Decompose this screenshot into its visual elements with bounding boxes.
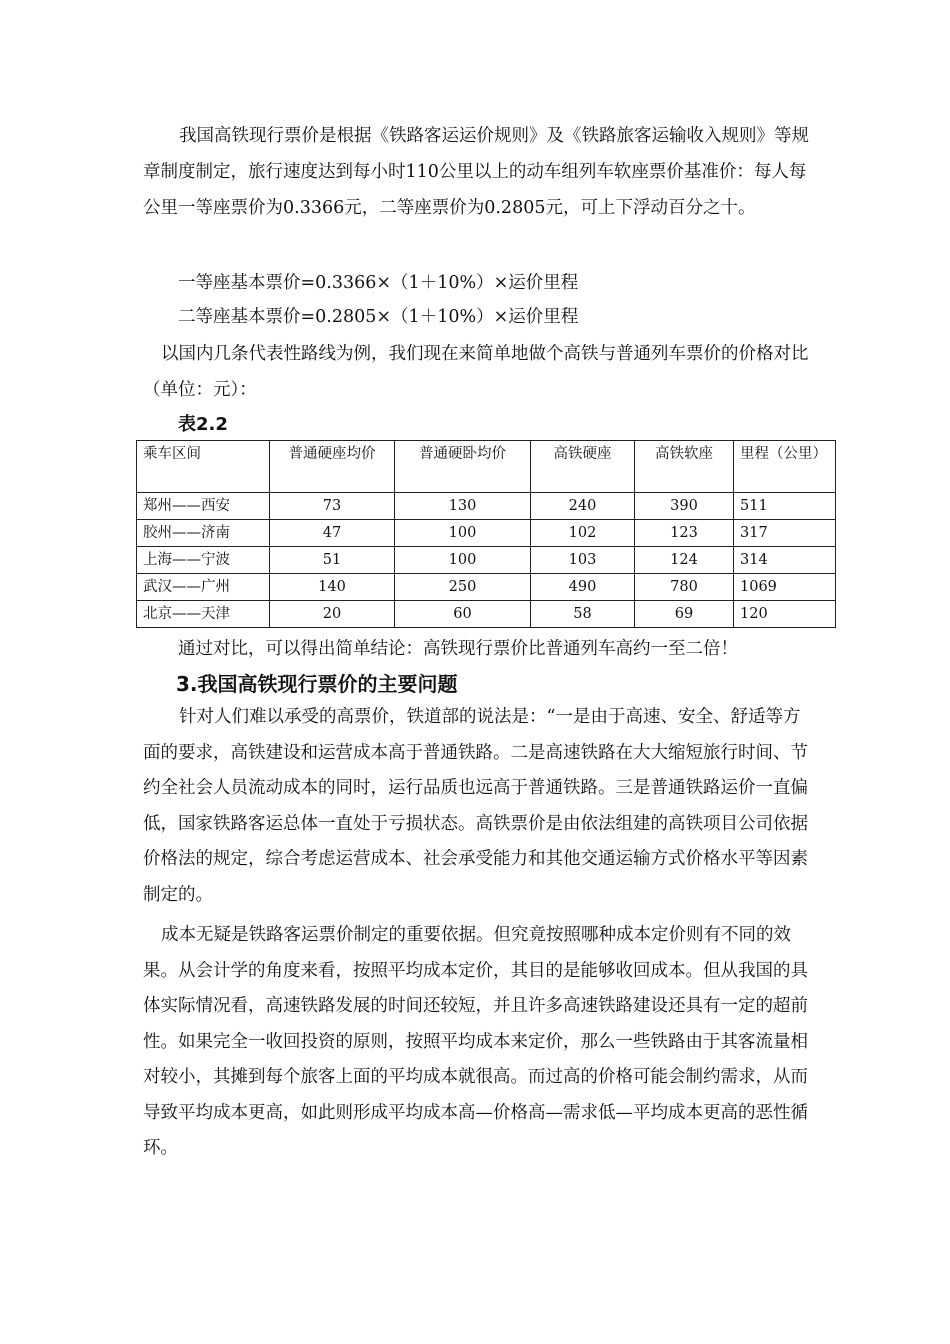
fare-comparison-table — [136, 440, 836, 628]
section-heading: 3.我国高铁现行票价的主要问题 — [176, 672, 458, 696]
cell-value: 58 — [531, 601, 635, 628]
formula-first-class: 一等座基本票价=0.3366×（1＋10%）×运价里程 — [178, 273, 579, 293]
cell-value: 73 — [270, 493, 395, 520]
table-row — [137, 547, 836, 574]
cell-value: 102 — [531, 520, 635, 547]
cell-value: 490 — [531, 574, 635, 601]
cell-value: 100 — [395, 520, 531, 547]
comparison-intro: 以国内几条代表性路线为例，我们现在来简单地做个高铁与普通列车票价的价格对比（单位：元）： — [143, 344, 809, 400]
cell-value: 51 — [270, 547, 395, 574]
header-distance: 里程（公里） — [734, 441, 836, 493]
cell-value: 240 — [531, 493, 635, 520]
cell-value: 140 — [270, 574, 395, 601]
header-route: 乘车区间 — [137, 441, 270, 493]
table-caption: 表2.2 — [178, 414, 228, 435]
cell-value: 103 — [531, 547, 635, 574]
cell-value: 250 — [395, 574, 531, 601]
table-row — [137, 493, 836, 520]
table-header-row — [137, 441, 836, 493]
cell-value: 390 — [635, 493, 734, 520]
table-row — [137, 601, 836, 628]
cell-value: 60 — [395, 601, 531, 628]
header-regular-sleeper: 普通硬卧均价 — [395, 441, 531, 493]
header-regular-seat: 普通硬座均价 — [270, 441, 395, 493]
cell-distance: 511 — [734, 493, 836, 520]
section-paragraph-2: 成本无疑是铁路客运票价制定的重要依据。但究竟按照哪种成本定价则有不同的效果。从会计学的角度来看，按照平均成本定价，其目的是能够收回成本。但从我国的具体实际情况看，高速铁路发展的时间还较短，并且许多高速铁路建设还具有一定的超前性。如果完全一收回投资的原则，按照平均成本来定价，那么一些铁路由于其客流量相对较小，其摊到每个旅客上面的平均成本就很高。而过高的价格可能会制约需求，从而导致平均成本更高，如此则形成平均成本高—价格高—需求低—平均成本更高的恶性循环。 — [143, 925, 808, 1158]
cell-distance: 314 — [734, 547, 836, 574]
table-row — [137, 520, 836, 547]
conclusion-line: 通过对比，可以得出简单结论：高铁现行票价比普通列车高约一至二倍！ — [178, 639, 738, 659]
cell-value: 20 — [270, 601, 395, 628]
cell-distance: 1069 — [734, 574, 836, 601]
cell-distance: 317 — [734, 520, 836, 547]
cell-route: 胶州——济南 — [137, 520, 270, 547]
header-hsr-soft-seat: 高铁软座 — [635, 441, 734, 493]
cell-value: 780 — [635, 574, 734, 601]
cell-value: 123 — [635, 520, 734, 547]
cell-value: 69 — [635, 601, 734, 628]
cell-value: 47 — [270, 520, 395, 547]
cell-route: 上海——宁波 — [137, 547, 270, 574]
cell-value: 130 — [395, 493, 531, 520]
table-row — [137, 574, 836, 601]
cell-route: 武汉——广州 — [137, 574, 270, 601]
cell-route: 郑州——西安 — [137, 493, 270, 520]
cell-value: 100 — [395, 547, 531, 574]
cell-route: 北京——天津 — [137, 601, 270, 628]
cell-distance: 120 — [734, 601, 836, 628]
cell-value: 124 — [635, 547, 734, 574]
formula-second-class: 二等座基本票价=0.2805×（1＋10%）×运价里程 — [178, 307, 579, 327]
section-paragraph-1: 针对人们难以承受的高票价，铁道部的说法是：“一是由于高速、安全、舒适等方面的要求，高铁建设和运营成本高于普通铁路。二是高速铁路在大大缩短旅行时间、节约全社会人员流动成本的同时，运行品质也远高于普通铁路。三是普通铁路运价一直偏低，国家铁路客运总体一直处于亏损状态。高铁票价是由依法组建的高铁项目公司依据价格法的规定，综合考虑运营成本、社会承受能力和其他交通运输方式价格水平等因素制定的。 — [143, 707, 808, 905]
header-hsr-hard-seat: 高铁硬座 — [531, 441, 635, 493]
intro-paragraph: 我国高铁现行票价是根据《铁路客运运价规则》及《铁路旅客运输收入规则》等规章制度制定，旅行速度达到每小时110公里以上的动车组列车软座票价基准价：每人每公里一等座票价为0.3366元，二等座票价为0.2805元，可上下浮动百分之十。 — [143, 126, 809, 218]
